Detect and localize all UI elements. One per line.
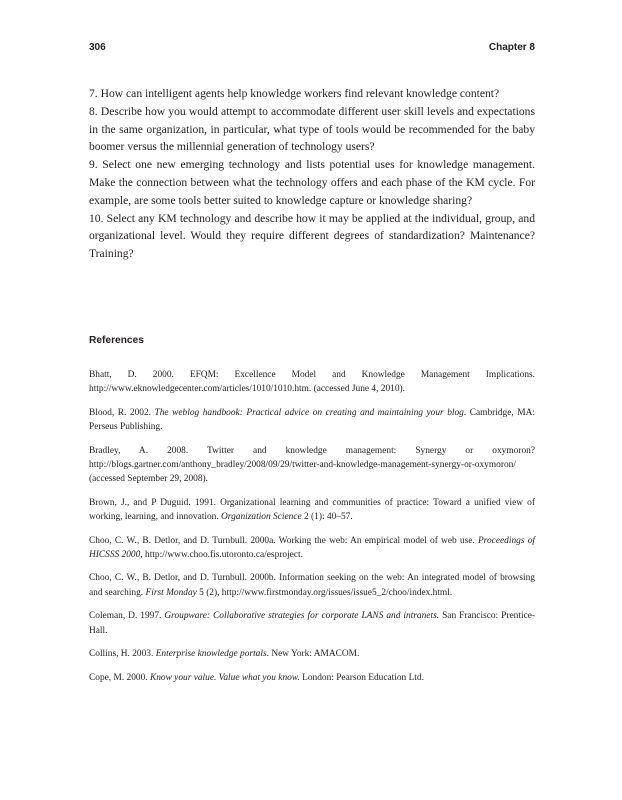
- running-header: [89, 42, 535, 56]
- reference-item: Choo, C. W., B. Detlor, and D. Turnbull. 2000b. Information seeking on the web: An integrated model of browsing and searching. First Monday 5 (2), http://www.firstmonday.org/issues/issue5_2/choo/index.html.: [89, 573, 535, 598]
- reference-item: Blood, R. 2002. The weblog handbook: Practical advice on creating and maintaining your blog. Cambridge, MA: Perseus Publishing.: [89, 407, 535, 433]
- reference-item: Collins, H. 2003. Enterprise knowledge portals. New York: AMACOM.: [89, 649, 360, 660]
- page-number: 306: [89, 42, 106, 53]
- question-item: 10. Select any KM technology and describe how it may be applied at the individual, group, and organizational level. Would they require different degrees of standardization? Maintenance? Training?: [89, 211, 535, 261]
- reference-item: Brown, J., and P Duguid. 1991. Organizational learning and communities of practice: Toward a unified view of working, learning, and innovation. Organization Science 2 (1): 40–57.: [89, 497, 535, 523]
- references-heading: References: [89, 335, 144, 346]
- reference-item: Bhatt, D. 2000. EFQM: Excellence Model and Knowledge Management Implications. http://www.eknowledgecenter.com/articles/1010/1010.htm. (accessed June 4, 2010).: [89, 370, 535, 395]
- question-item: 8. Describe how you would attempt to accommodate different user skill levels and expectations in the same organization, in particular, what type of tools would be recommended for the baby boomer versus the millennial generation of technology users?: [89, 104, 535, 154]
- references-list: [89, 368, 535, 694]
- question-item: 7. How can intelligent agents help knowledge workers find relevant knowledge content?: [89, 87, 500, 100]
- reference-item: Bradley, A. 2008. Twitter and knowledge management: Synergy or oxymoron? http://blogs.gartner.com/anthony_bradley/2008/09/29/twitter-and-knowledge-management-synergy-or-oxymoron/ (accessed September 29, 2008).: [89, 445, 535, 485]
- question-item: 9. Select one new emerging technology and lists potential uses for knowledge management. Make the connection between what the technology offers and each phase of the KM cycle. For example, are some tools better suited to knowledge capture or knowledge sharing?: [89, 158, 535, 207]
- chapter-title: Chapter 8: [488, 42, 535, 53]
- reference-item: Coleman, D. 1997. Groupware: Collaborative strategies for corporate LANS and intranets. San Francisco: Prentice-Hall.: [89, 611, 536, 636]
- reference-item: Choo, C. W., B. Detlor, and D. Turnbull. 2000a. Working the web: An empirical model of web use. Proceedings of HICSSS 2000, http://www.choo.fis.utoronto.ca/esproject.: [89, 535, 535, 561]
- review-questions: [89, 85, 535, 263]
- reference-item: Cope, M. 2000. Know your value. Value what you know. London: Pearson Education Ltd.: [89, 672, 424, 683]
